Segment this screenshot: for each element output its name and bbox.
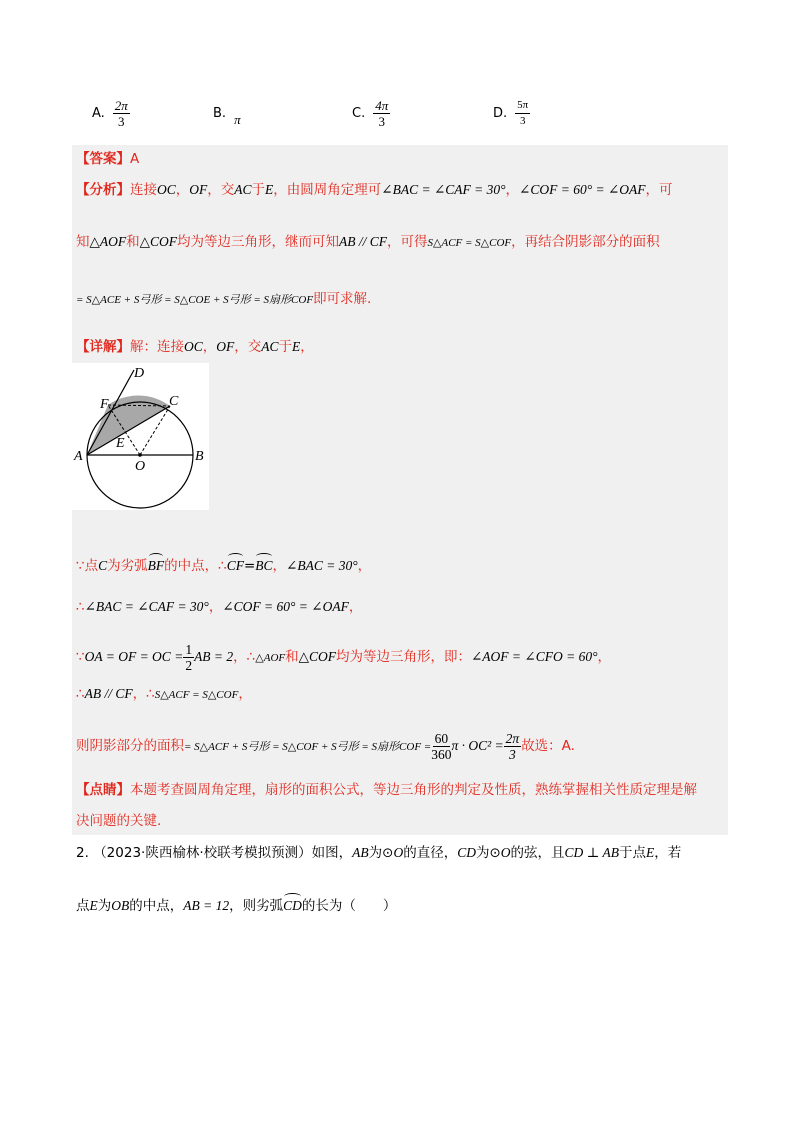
option-c-fraction: $\frac{4\pi}{3}$ — [375, 98, 389, 129]
answer-line: 【答案】A — [76, 151, 140, 167]
analysis-line-2: 知△AOF和△COF均为等边三角形，继而可知AB // CF，可得S△ACF = S△COF，再结合阴影部分的面积 — [76, 234, 660, 250]
detail-line-1: 【详解】解：连接OC，OF，交AC于E， — [76, 339, 314, 355]
label-d: D — [134, 366, 145, 381]
option-d: D. $\frac{5\pi}{3}$ — [493, 99, 529, 127]
comment-line-2: 决问题的关键. — [76, 813, 162, 829]
option-a-fraction: $\frac{2\pi}{3}$ — [114, 98, 128, 129]
question-2-line-2: 点E为OB的中点，AB = 12，则劣弧CD的长为（ ） — [76, 898, 397, 914]
detail-step-3: ∵OA = OF = OC = $\frac{1}{2}$ AB = 2，∴△AOF和△COF均为等边三角形，即：∠AOF = ∠CFO = 60°， — [76, 641, 611, 673]
circle-figure — [72, 363, 209, 510]
option-a: A. $\frac{2\pi}{3}$ — [92, 98, 128, 129]
label-c: C — [169, 394, 179, 409]
detail-step-4: ∴AB // CF，∴S△ACF = S△COF， — [76, 686, 252, 702]
detail-step-5: 则阴影部分的面积= S△ACF + S弓形 = S△COF + S弓形 = S扇形COF = $\frac{60}{360}$ π · OC² = $\frac{2\pi}{3}$ 故选：A. — [76, 730, 575, 762]
label-e: E — [116, 436, 125, 451]
detail-step-1: ∵点C为劣弧BF的中点，∴CF=BC，∠BAC = 30°， — [76, 558, 372, 574]
option-b: B. π — [213, 105, 241, 127]
center-point — [138, 453, 142, 457]
comment-line-1: 【点睛】本题考查圆周角定理，扇形的面积公式，等边三角形的判定及性质，熟练掌握相关性质定理是解 — [76, 782, 697, 798]
label-b: B — [195, 449, 204, 464]
label-o: O — [135, 459, 146, 474]
option-d-fraction: $\frac{5\pi}{3}$ — [517, 99, 529, 127]
analysis-line-3: = S△ACE + S弓形 = S△COE + S弓形 = S扇形COF即可求解. — [76, 291, 372, 307]
detail-step-2: ∴∠BAC = ∠CAF = 30°，∠COF = 60° = ∠OAF， — [76, 599, 363, 615]
analysis-line-1: 【分析】连接OC，OF，交AC于E，由圆周角定理可∠BAC = ∠CAF = 30°，∠COF = 60° = ∠OAF，可 — [76, 182, 673, 198]
label-a: A — [74, 449, 83, 464]
label-f: F — [100, 397, 109, 412]
option-c: C. $\frac{4\pi}{3}$ — [352, 98, 389, 129]
question-2-line-1: 2. （2023·陕西榆林·校联考模拟预测）如图，AB为⊙O的直径，CD为⊙O的弦，且CD ⊥ AB于点E，若 — [76, 845, 682, 861]
